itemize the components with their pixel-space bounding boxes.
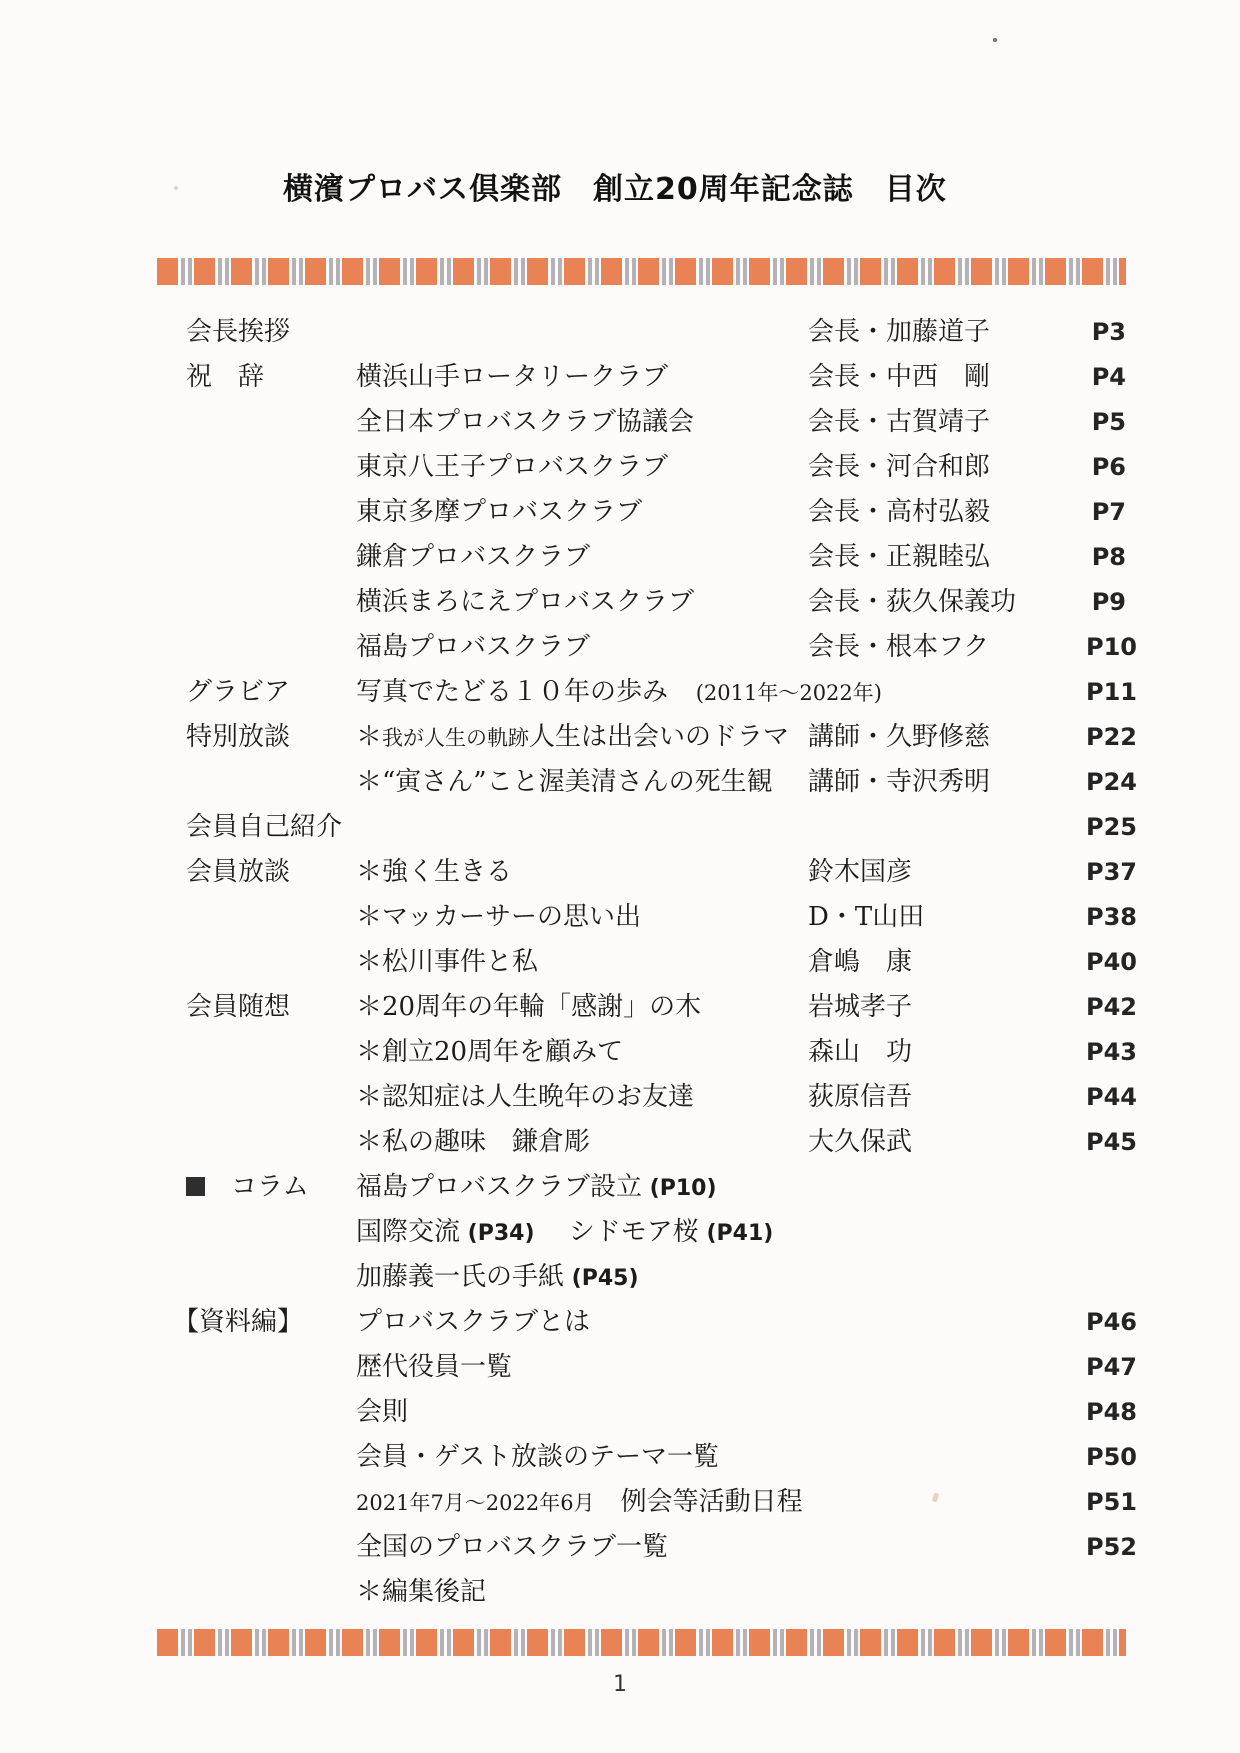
toc-entry-author — [808, 805, 1086, 850]
decorative-border-top — [157, 258, 1126, 285]
toc-row — [186, 1345, 1137, 1390]
toc-entry-title: ＊我が人生の軌跡人生は出会いのドラマ — [356, 722, 790, 752]
toc-entry-author: 会長・加藤道子 — [808, 317, 991, 347]
toc-entry-author: 倉嶋 康 — [808, 947, 913, 977]
toc-row — [186, 1480, 1137, 1525]
toc-entry-page: P52 — [1086, 1533, 1137, 1561]
toc-entry-author: 講師・寺沢秀明 — [808, 767, 991, 797]
toc-section-label — [186, 1570, 356, 1615]
toc-entry-page: P9 — [1091, 588, 1126, 616]
toc-entry-author: 会長・中西 剛 — [808, 362, 991, 392]
toc-section-label: 特別放談 — [186, 722, 291, 752]
toc-section-label: 会員自己紹介 — [186, 812, 343, 842]
toc-entry-page: P45 — [1086, 1128, 1137, 1156]
toc-row — [186, 355, 1126, 400]
toc-section-label — [186, 445, 356, 490]
toc-entry-author — [808, 1255, 1086, 1301]
toc-entry-author: 会長・高村弘毅 — [808, 497, 991, 527]
toc-entry-author — [808, 1300, 1086, 1345]
toc-row — [186, 940, 1137, 985]
toc-row — [186, 715, 1137, 760]
toc-entry-page: P11 — [1086, 678, 1137, 706]
toc-row — [186, 1390, 1137, 1435]
toc-row — [186, 1030, 1137, 1075]
toc-entry-title: ＊20周年の年輪「感謝」の木 — [356, 992, 702, 1022]
toc-entry-page: P6 — [1091, 453, 1126, 481]
toc-entry-page: P44 — [1086, 1083, 1137, 1111]
toc-entry-author — [808, 1435, 1086, 1480]
toc-section-label: 会長挨拶 — [186, 317, 291, 347]
scan-artifact-dot — [174, 186, 178, 190]
toc-row — [186, 895, 1137, 940]
toc-entry-title: ＊私の趣味 鎌倉彫 — [356, 1127, 591, 1157]
toc-entry-author: 会長・荻久保義功 — [808, 587, 1017, 617]
page-number: 1 — [613, 1672, 627, 1697]
toc-entry-page: P5 — [1091, 408, 1126, 436]
toc-section-label — [186, 1075, 356, 1120]
toc-entry-title: 福島プロバスクラブ設立 (P10) — [356, 1172, 717, 1202]
toc-entry-page: P22 — [1086, 723, 1137, 751]
toc-entry-title: 横浜まろにえプロバスクラブ — [356, 587, 695, 617]
toc-entry-author: 荻原信吾 — [808, 1082, 913, 1112]
toc-entry-title: 会則 — [356, 1397, 409, 1427]
toc-entry-page: P3 — [1091, 318, 1126, 346]
toc-row — [186, 400, 1126, 445]
toc-entry-author: 大久保武 — [808, 1127, 913, 1157]
column-bullet-square — [186, 1177, 205, 1196]
toc-entry-author — [808, 1390, 1086, 1435]
toc-entry-title: 全日本プロバスクラブ協議会 — [356, 407, 695, 437]
decorative-border-bottom — [157, 1629, 1126, 1656]
toc-entry-title: 福島プロバスクラブ — [356, 632, 591, 662]
toc-row — [186, 580, 1126, 625]
toc-row — [186, 760, 1137, 805]
toc-entry-title: ＊“寅さん”こと渥美清さんの死生観 — [356, 767, 773, 797]
toc-entry-page: P10 — [1086, 633, 1137, 661]
toc-section-label: 【資料編】 — [173, 1307, 304, 1337]
toc-entry-title — [356, 805, 808, 850]
toc-entry-title: 横浜山手ロータリークラブ — [356, 362, 669, 392]
toc-row — [186, 1525, 1137, 1570]
toc-entry-author: 鈴木国彦 — [808, 857, 913, 887]
toc-entry-title: 全国のプロバスクラブ一覧 — [356, 1532, 669, 1562]
toc-section-label: グラビア — [186, 677, 291, 707]
toc-entry-title: 東京多摩プロバスクラブ — [356, 497, 643, 527]
toc-section-label: 祝 辞 — [186, 362, 265, 392]
toc-entry-page: P37 — [1086, 858, 1137, 886]
toc-row — [173, 1300, 1137, 1345]
toc-entry-page: P25 — [1086, 813, 1137, 841]
toc-entry-title: 2021年7月～2022年6月 例会等活動日程 — [356, 1487, 803, 1517]
toc-row — [186, 1570, 1126, 1615]
toc-entry-author — [808, 1525, 1086, 1570]
toc-section-label — [186, 625, 356, 670]
toc-entry-page: P4 — [1091, 363, 1126, 391]
toc-entry-author: 岩城孝子 — [808, 992, 913, 1022]
toc-entry-page — [1086, 1165, 1126, 1211]
toc-row — [186, 1210, 1126, 1255]
toc-entry-title: 国際交流 (P34) シドモア桜 (P41) — [356, 1217, 774, 1247]
toc-entry-author — [808, 1165, 1086, 1211]
page-title: 横濱プロバス倶楽部 創立20周年記念誌 目次 — [283, 172, 947, 207]
toc-entry-title: 写真でたどる１０年の歩み (2011年～2022年) — [356, 677, 882, 707]
toc-entry-author: 会長・河合和郎 — [808, 452, 991, 482]
toc-row — [186, 625, 1137, 670]
toc-section-label — [186, 490, 356, 535]
toc-content-area — [157, 0, 1137, 1656]
toc-entry-page — [1086, 1255, 1126, 1301]
toc-section-label — [186, 760, 356, 805]
toc-entry-author: 会長・根本フク — [808, 632, 990, 662]
toc-row — [186, 985, 1137, 1030]
toc-row — [186, 490, 1126, 535]
toc-entry-author — [808, 1480, 1086, 1526]
toc-entry-page: P51 — [1086, 1488, 1137, 1516]
toc-entry-author: 会長・正親睦弘 — [808, 542, 991, 572]
toc-section-label — [186, 1210, 356, 1256]
toc-entry-page: P7 — [1091, 498, 1126, 526]
toc-entry-author — [808, 1345, 1086, 1390]
toc-entry-title: 加藤義一氏の手紙 (P45) — [356, 1262, 639, 1292]
scan-artifact-dot — [993, 38, 997, 42]
toc-entry-author — [808, 1210, 1086, 1256]
toc-entry-page: P47 — [1086, 1353, 1137, 1381]
toc-row — [186, 1120, 1137, 1165]
toc-entry-author — [808, 670, 1086, 716]
toc-entry-title: ＊松川事件と私 — [356, 947, 539, 977]
toc-section-label: 会員放談 — [186, 857, 291, 887]
toc-section-label — [186, 1435, 356, 1480]
toc-section-label — [186, 1120, 356, 1165]
toc-entry-page — [1086, 1210, 1126, 1256]
toc-row — [186, 805, 1137, 850]
toc-entry-title: ＊強く生きる — [356, 857, 513, 887]
toc-entry-page: P50 — [1086, 1443, 1137, 1471]
toc-section-label — [186, 1390, 356, 1435]
toc-entry-page — [1086, 1570, 1126, 1615]
toc-row — [186, 850, 1137, 895]
toc-entry-page: P38 — [1086, 903, 1137, 931]
toc-entry-page: P43 — [1086, 1038, 1137, 1066]
toc-entry-title — [356, 310, 808, 355]
toc-entry-page: P46 — [1086, 1308, 1137, 1336]
toc-entry-author: 講師・久野修慈 — [808, 722, 991, 752]
toc-entry-page: P24 — [1086, 768, 1137, 796]
toc-row — [186, 1075, 1137, 1120]
toc-section-label: 会員随想 — [186, 992, 291, 1022]
toc-entry-title: ＊編集後記 — [356, 1577, 487, 1607]
toc-entry-page: P48 — [1086, 1398, 1137, 1426]
toc-row — [186, 310, 1126, 355]
toc-section-label — [186, 895, 356, 940]
toc-entry-author — [808, 1570, 1086, 1615]
toc-section-label — [186, 580, 356, 625]
toc-entry-title: 会員・ゲスト放談のテーマ一覧 — [356, 1442, 719, 1472]
toc-entry-title: ＊創立20周年を顧みて — [356, 1037, 624, 1067]
toc-section-label — [186, 535, 356, 580]
toc-section-label — [186, 1030, 356, 1075]
toc-entry-title: 鎌倉プロバスクラブ — [356, 542, 591, 572]
toc-entry-author: D・T山田 — [808, 902, 925, 932]
toc-entry-page: P42 — [1086, 993, 1137, 1021]
toc-entry-title: ＊マッカーサーの思い出 — [356, 902, 641, 932]
toc-section-label: コラム — [186, 1165, 356, 1211]
toc-section-label — [186, 1525, 356, 1570]
toc-section-label — [186, 940, 356, 985]
toc-row — [186, 1435, 1137, 1480]
toc-row — [186, 1255, 1126, 1300]
toc-row — [186, 1165, 1126, 1210]
toc-entry-author: 森山 功 — [808, 1037, 913, 1067]
toc-rows — [157, 310, 1137, 1615]
toc-section-label — [186, 1480, 356, 1526]
toc-section-label — [186, 400, 356, 445]
toc-row — [186, 670, 1137, 715]
toc-entry-author: 会長・古賀靖子 — [808, 407, 991, 437]
toc-entry-page: P40 — [1086, 948, 1137, 976]
toc-entry-title: ＊認知症は人生晩年のお友達 — [356, 1082, 695, 1112]
toc-row — [186, 445, 1126, 490]
toc-section-label — [186, 1345, 356, 1390]
toc-section-label — [186, 1255, 356, 1301]
toc-entry-title: 東京八王子プロバスクラブ — [356, 452, 669, 482]
toc-entry-title: 歴代役員一覧 — [356, 1352, 513, 1382]
toc-entry-title: プロバスクラブとは — [356, 1307, 591, 1337]
toc-row — [186, 535, 1126, 580]
toc-entry-page: P8 — [1091, 543, 1126, 571]
